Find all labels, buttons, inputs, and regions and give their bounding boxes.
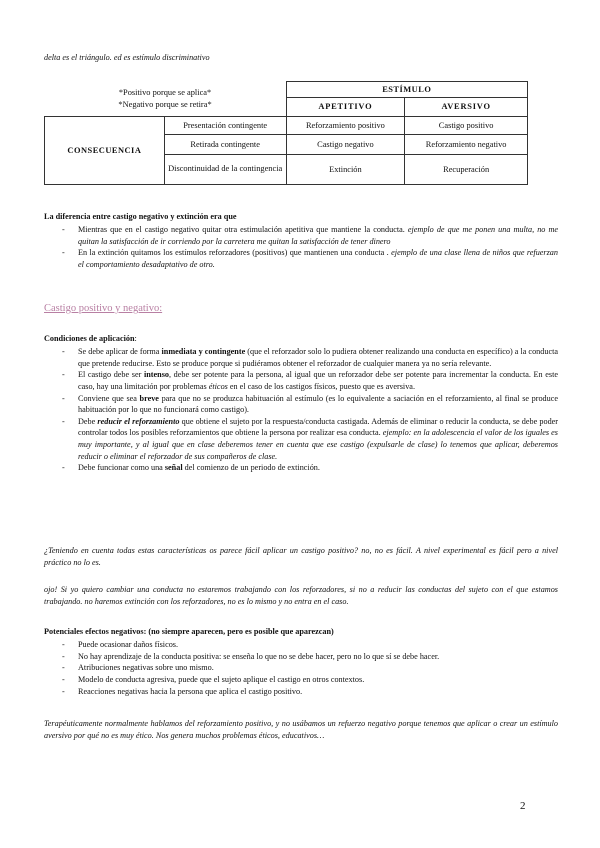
list-item: - El castigo debe ser intenso, debe ser potente para la persona, al igual que un reforzador debe ser potente para incrementar la conducta. En este caso, hay una limitación por problemas éticos en el caso de los castigos físicos, puesto que es aversiva. xyxy=(44,369,558,392)
table-note-positive: *Positivo porque se aplica* xyxy=(118,88,212,98)
list-item: - Se debe aplicar de forma inmediata y contingente (que el reforzador solo lo pudiera obtener realizando una conducta en específico) a la conducta que pretende reducirse. Esto se produce porque si pudiéramos obtener el reforzador de cualquier manera ya no sería relevante. xyxy=(44,346,558,369)
question-paragraph: ¿Teniendo en cuenta todas estas características os parece fácil aplicar un castigo positivo? no, no es fácil. A nivel experimental es fácil pero a nivel práctico no lo es. xyxy=(44,546,558,567)
list-item: - Debe funcionar como una señal del comienzo de un periodo de extinción. xyxy=(44,462,558,474)
list-item: - Mientras que en el castigo negativo quitar otra estimulación apetitiva que mantiene la conducta. ejemplo de que me ponen una multa, no me quitan la satisfacción de ir corriendo por la carretera me quitan la satisfacción de tener dinero xyxy=(44,224,558,247)
stimulus-table xyxy=(44,81,528,185)
list-item: - Puede ocasionar daños físicos. xyxy=(44,639,558,651)
list-item: - No hay aprendizaje de la conducta positiva: se enseña lo que no se debe hacer, pero no lo que sí se debe hacer. xyxy=(44,651,558,663)
conditions-list xyxy=(44,346,558,474)
table-cell: Recuperación xyxy=(405,155,528,185)
table-header-estimulo: ESTÍMULO xyxy=(286,82,527,98)
table-cell: Castigo positivo xyxy=(405,117,528,135)
table-row-label: Presentación contingente xyxy=(164,117,286,135)
conditions-heading: Condiciones de aplicación: xyxy=(44,334,137,343)
table-note-negative: *Negativo porque se retira* xyxy=(118,99,212,109)
table-note xyxy=(45,82,287,117)
table-cell: Castigo negativo xyxy=(286,135,405,155)
table-col-apetitivo: APETITIVO xyxy=(286,98,405,117)
list-item: - Modelo de conducta agresiva, puede que el sujeto aplique el castigo en otros contextos. xyxy=(44,674,558,686)
effects-list xyxy=(44,639,558,697)
difference-list xyxy=(44,224,558,271)
example-text: ejemplo de una clase llena de niños que refuerzan el comportamiento desadaptativo de otro. xyxy=(78,248,558,269)
castigo-link[interactable]: Castigo positivo y negativo: xyxy=(44,303,163,314)
example-text: ejemplo de que me ponen una multa, no me quitan la satisfacción de ir corriendo por la carretera me quitan la satisfacción de tener dinero xyxy=(78,225,558,246)
list-item: - Atribuciones negativas sobre uno mismo. xyxy=(44,662,558,674)
table-cell: Reforzamiento positivo xyxy=(286,117,405,135)
intro-line: delta es el triángulo. ed es estímulo discriminativo xyxy=(44,53,210,62)
warning-paragraph: ojo! Si yo quiero cambiar una conducta no estaremos trabajando con los reforzadores, si no a reducir las conductas del sujeto con el que estamos trabajando. no haremos extinción con los reforzadores, no es lo mismo y no entra en el caso. xyxy=(44,585,558,606)
table-row-label-consecuencia: CONSECUENCIA xyxy=(45,117,165,185)
list-item: - Reacciones negativas hacia la persona que aplica el castigo positivo. xyxy=(44,686,558,698)
table-col-aversivo: AVERSIVO xyxy=(405,98,528,117)
table-cell: Reforzamiento negativo xyxy=(405,135,528,155)
effects-heading: Potenciales efectos negativos: (no siempre aparecen, pero es posible que aparezcan) xyxy=(44,627,334,636)
table-cell: Extinción xyxy=(286,155,405,185)
list-item: - Debe reducir el reforzamiento que obtiene el sujeto por la respuesta/conducta castigada. Además de eliminar o reducir la conducta, se debe poder controlar todos los posibles reforzamientos que obtiene la persona por realizar esa conducta. ejemplo: en la adolescencia el valor de los iguales es muy importante, y al igual que en clase deberemos tener en cuenta que ese castigo (expulsarle de clase) lo tenemos que aplicar, deberemos reducir o eliminar el reforzador de sus compañeros de clase. xyxy=(44,416,558,463)
final-paragraph: Terapéuticamente normalmente hablamos del reforzamiento positivo, y no usábamos un refuerzo negativo porque tenemos que aplicar o crear un estímulo aversivo por qué no es muy ético. Nos genera muchos problemas éticos, educativos… xyxy=(44,719,558,740)
list-item: - En la extinción quitamos los estímulos reforzadores (positivos) que mantienen una conducta . ejemplo de una clase llena de niños que refuerzan el comportamiento desadaptativo de otro. xyxy=(44,247,558,270)
table-row-label: Retirada contingente xyxy=(164,135,286,155)
table-row-label: Discontinuidad de la contingencia xyxy=(164,155,286,185)
difference-heading: La diferencia entre castigo negativo y extinción era que xyxy=(44,212,237,221)
page-number: 2 xyxy=(520,800,526,812)
list-item: - Conviene que sea breve para que no se produzca habituación al estímulo (es lo equivalente a saciación en el reforzamiento, al final se produce habituación por lo que no funcionará como castigo). xyxy=(44,393,558,416)
